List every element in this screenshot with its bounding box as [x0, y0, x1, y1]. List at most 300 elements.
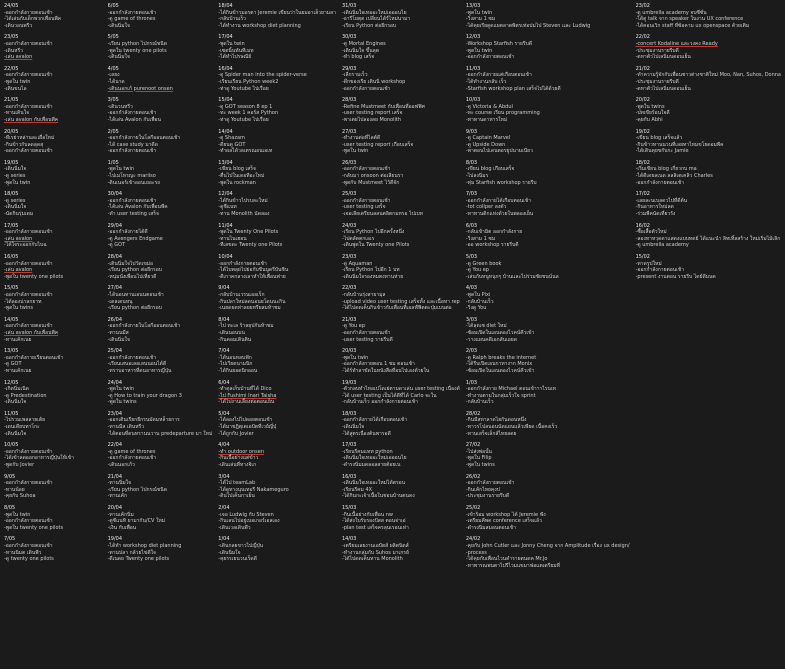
entry-line: -ได้ case study มาดีด [107, 141, 158, 148]
day-entry[interactable] [108, 34, 213, 60]
entry-line: -present งานตอน รายรีบ ไดย์ดีมนค [635, 273, 716, 280]
day-entry[interactable] [218, 505, 336, 531]
day-entry[interactable] [4, 191, 102, 217]
entry-line: -เล่น avalon กับเพื่อนพีค [4, 116, 59, 123]
entry-line: -เรียน Python ไปอีกครั้งหนึ่ง [341, 229, 405, 236]
entry-line: -ไป ทะเล ร้าลยุปกันห้าชม [218, 323, 274, 330]
entry-line: -หาพารณพนตาไปรีไวมแขมาฟอแตเตรียมที่ [465, 562, 560, 569]
entry-line: -ดียนดู GOT [218, 141, 246, 148]
entry-line: -เดินวนหรีว [107, 103, 133, 110]
entry-line: -ได้ตอนที่ดนทรานนวาน predeparture มา ใหม่ [107, 430, 213, 437]
day-entry[interactable] [466, 66, 630, 92]
entry-line: -ดู Mortal Engines [341, 40, 386, 47]
entry-line: -ออกกำลังกายตอนเช้า [341, 329, 391, 336]
day-entry[interactable] [218, 223, 336, 249]
entry-line: -ได้ใจระออกกับไบฉ [4, 242, 47, 249]
entry-date: 18/03 [341, 410, 357, 417]
entry-line: -ออกกำลังกายได้เกือบตอนเช้า [341, 417, 408, 424]
entry-line: -เดินนิ่มใจ [341, 424, 365, 431]
entry-line: -เตรียมคีพด conference เสร็จแล้ว [465, 518, 542, 525]
entry-line: -ได้ไปดดเค็นกินข้าวกับเพื่อนที่เอลฟ์ฟิตตะปุ่มเบนต่อ [341, 305, 452, 312]
entry-line: -พูดใน Pixi [465, 291, 491, 298]
day-entry[interactable] [218, 536, 336, 562]
day-entry[interactable] [4, 442, 102, 468]
entry-line: -เดินหรีว [4, 47, 23, 54]
entry-line: -ดู game of thrones [107, 16, 156, 23]
entry-line: -กินปลาใหม่ลดนอนยโดนนะกิน [218, 298, 286, 305]
day-entry[interactable] [218, 285, 336, 311]
day-entry[interactable] [636, 3, 781, 29]
entry-line: -ทาวรโปลนอนนัดแยนแล้วเพียด เนื้อคงเร็ว [465, 424, 558, 431]
entry-line: -เลยง [107, 72, 120, 79]
entry-date: 5/04 [218, 410, 230, 417]
entry-line: -ได้กินข้าวไปรบละใหม่ [218, 197, 268, 204]
entry-date: 10/04 [218, 254, 233, 260]
day-entry[interactable] [466, 536, 630, 569]
entry-date: 4/04 [218, 442, 230, 449]
day-entry[interactable] [4, 348, 102, 374]
day-entry[interactable] [342, 474, 460, 500]
entry-line: -ดู You ep [341, 323, 366, 330]
day-entry[interactable] [4, 34, 102, 60]
day-entry[interactable] [466, 317, 630, 343]
entry-line: -ออกกำลังกายตอนเช้า [4, 9, 53, 16]
entry-date: 12/05 [4, 379, 19, 386]
entry-line: -ออกกำลังกายตอนเช้า [635, 179, 685, 186]
entry-date: 9/04 [218, 285, 230, 292]
entry-line: -ดู Upside Down [465, 141, 506, 148]
day-entry[interactable] [466, 191, 630, 217]
entry-line: -คุยกับ Suhoa [4, 493, 36, 500]
entry-line: -ทะ week 1 คอร์ส Python [218, 110, 279, 117]
entry-line: -ดู Ralph breaks the internet [465, 354, 537, 361]
day-entry[interactable] [342, 411, 460, 437]
entry-line: -พูดใน Twenty One Pilots [218, 229, 279, 236]
entry-line: -ออกกำลังกายตอนเช้า [218, 260, 267, 267]
entry-line: -เจอเลียเตรียนลลนตลิตกมหรอ ไปเบท [341, 211, 423, 218]
entry-line: -ได้ทำงาน workshop diet planning [218, 22, 301, 29]
entry-line: -ออกกำลังกายตอนเช้า [341, 166, 391, 173]
day-entry[interactable] [108, 97, 213, 123]
day-entry[interactable] [466, 442, 630, 468]
entry-date: 27/02 [465, 442, 481, 449]
entry-line: -ท่าดู Youtube ไปเรื่อย [218, 116, 269, 123]
entry-line: -ได้ดีเดยลเนด ลลลิเตเคลิว Charles [635, 173, 713, 180]
entry-line: -Starfish workshop plan เสร็จไปได้ด้วยดี [465, 85, 561, 92]
entry-date: 23/04 [107, 410, 123, 417]
entry-date: 29/03 [341, 65, 357, 72]
entry-line: -เรียน python ต่อยีกรอบ [107, 305, 162, 312]
entry-line: -ทำงานตามในกลุ่มเร็วใจ sprint [465, 392, 536, 399]
entry-line: -ได้นอนหลบฟัก [218, 354, 252, 361]
entry-date: 6/04 [218, 379, 230, 386]
day-entry[interactable] [4, 474, 102, 500]
day-entry[interactable] [466, 254, 630, 280]
day-entry[interactable] [342, 348, 460, 374]
entry-line: -พูดใน twins [465, 462, 495, 469]
note-column [4, 3, 102, 666]
day-entry[interactable] [342, 285, 460, 311]
entry-date: 25/03 [341, 191, 357, 198]
entry-line: -พูดใน rockman [218, 179, 256, 186]
entry-date: 6/03 [465, 222, 478, 229]
entry-line: -พูดใน twin [4, 78, 31, 85]
day-entry[interactable] [636, 191, 781, 217]
entry-date: 28/04 [107, 254, 123, 260]
entry-line: -กลับบ้านเร็ว [465, 399, 494, 406]
entry-date: 14/05 [4, 316, 19, 323]
entry-date: 1/05 [107, 159, 119, 166]
entry-line: -เข้าร้อม workshop ได้ Jeremie ฟัง [465, 511, 546, 518]
day-entry[interactable] [218, 129, 336, 155]
entry-line: -นัดกินรุ่มเดม [4, 211, 34, 218]
entry-line: -ดู You ep [465, 267, 489, 274]
day-entry[interactable] [218, 442, 336, 468]
entry-date: 9/05 [4, 473, 16, 480]
entry-date: 30/03 [341, 34, 357, 41]
entry-line: -พูดใน twin [107, 386, 135, 393]
entry-line: -เดินนิ่มใจ ขึ้นลุต [341, 47, 379, 54]
entry-line: -เลยละนเบลดวไปที่ดีต้น [635, 197, 688, 204]
entry-line: -ประชุมงานรายรีบดี [465, 493, 510, 500]
entry-date: 22/05 [4, 65, 19, 72]
entry-line: -พูดใน twins [4, 305, 34, 312]
day-entry[interactable] [4, 66, 102, 92]
entry-line: -ออกกำลังกายแต่เกือบตอนเช้า [465, 72, 532, 79]
note-column [466, 3, 630, 666]
entry-line: -ได้ไปดดเค็นทาน Monolith [341, 556, 403, 563]
entry-line: -กลับบ้านเร็ว [218, 16, 246, 23]
entry-line: -เดินนิ่มใจ [4, 166, 27, 173]
entry-date: 24/04 [107, 379, 123, 386]
day-entry[interactable] [218, 191, 336, 217]
day-entry[interactable] [108, 474, 213, 500]
entry-line: -ทานนมีส [107, 329, 129, 336]
day-entry[interactable] [466, 411, 630, 437]
day-entry[interactable] [342, 442, 460, 468]
day-entry[interactable] [108, 254, 213, 280]
entry-line: -process [465, 549, 487, 556]
day-entry[interactable] [342, 254, 460, 280]
day-entry[interactable] [4, 129, 102, 155]
entry-line: -ออกกำลังกายตอนเช้า [465, 480, 515, 487]
day-entry[interactable] [342, 380, 460, 406]
entry-line: -ได้รีบเปิดเอนกาทางาก Monix [465, 361, 533, 368]
entry-line: -ดู Spider man into the spider-verse [218, 72, 307, 79]
entry-date: 25/02 [465, 505, 481, 511]
entry-line: -ออกกำลังกายได้ดี [107, 229, 148, 236]
entry-line: -เงิน กับเพื่อน [107, 524, 137, 531]
day-entry[interactable] [636, 34, 781, 60]
day-entry[interactable] [108, 380, 213, 406]
entry-line: -เดนเดียบทาโกะ [4, 424, 40, 431]
day-entry[interactable] [108, 536, 213, 562]
day-entry[interactable] [218, 34, 336, 60]
entry-date: 24/05 [4, 3, 19, 9]
entry-date: 8/05 [4, 505, 16, 511]
day-entry[interactable] [108, 505, 213, 531]
note-column [218, 3, 336, 666]
entry-line: -user testing รายรีบดี [341, 336, 393, 343]
entry-date: 19/04 [107, 536, 123, 543]
entry-line: -ทำงานต่อที่ไลต์ดี [341, 135, 381, 142]
entry-line: -ได้ลุดเซ diet ใหม่ [465, 323, 507, 330]
entry-line: -กินมีสทาลาดไยกันดอนหนึ่ง [465, 417, 527, 424]
day-entry[interactable] [636, 160, 781, 186]
day-entry[interactable] [466, 97, 630, 123]
entry-line: -ออกกำลังกายตอนเช้า [635, 267, 685, 274]
day-entry[interactable] [466, 505, 630, 531]
day-entry[interactable] [466, 223, 630, 249]
entry-line: -ได้มาชฎิตุเตเอปัตที่เวย์ญี่ปุ่ [218, 424, 277, 431]
entry-line: -ทานเค้กนิ่ม [107, 511, 134, 518]
day-entry[interactable] [342, 160, 460, 186]
entry-date: 13/03 [465, 3, 481, 9]
day-entry[interactable] [108, 191, 213, 217]
day-entry[interactable] [218, 66, 336, 92]
day-entry[interactable] [636, 254, 781, 280]
entry-line: -ซ้อมเปิดในเอนดองไวคน์คีวเข้า [465, 367, 535, 374]
entry-line: -พูดใน twin [465, 9, 493, 16]
day-entry[interactable] [342, 505, 460, 531]
entry-line: -ดู series [4, 173, 26, 180]
entry-date: 7/04 [218, 348, 230, 355]
day-entry[interactable] [218, 411, 336, 437]
entry-line: -ได้ดู talk จาก speaker ในงาน UX conference [635, 16, 744, 23]
entry-line: -ได้ทำ workshop diet planning [107, 542, 182, 549]
entry-line: -ทานเค้กเนย [4, 367, 32, 374]
entry-line: -ออกกำลังกายตอนเช้า [4, 148, 53, 155]
entry-line: -ทำ blog เสร็จ [341, 54, 375, 61]
day-entry[interactable] [108, 160, 213, 186]
entry-date: 15/05 [4, 285, 19, 292]
day-entry[interactable] [218, 348, 336, 374]
entry-date: 19/03 [341, 379, 357, 386]
entry-date: 17/02 [635, 191, 650, 198]
day-entry[interactable] [4, 160, 102, 186]
day-entry[interactable] [466, 160, 630, 186]
day-entry[interactable] [342, 3, 460, 29]
entry-line: -ไปตลัตตกเอเร [341, 235, 375, 242]
entry-line: -ลองทาหวุดดาแสดงแบบทดย์ ได้แนะนำ ลิทเทิ้ลสร้าง ใหม่เริ่มไม้เลิก [635, 235, 781, 242]
day-entry[interactable] [4, 254, 102, 280]
entry-line: -เรียน python ไปกรณ์ชนิด [107, 486, 167, 493]
day-entry[interactable] [108, 223, 213, 249]
entry-line: -ได้นาด [107, 78, 125, 85]
entry-line: -เรียนรีคมแทท python [341, 448, 393, 455]
entry-line: -ทำความรู้จักกับเพื่อนชาวต่างชาติใหม่ Moo, Nan, Suhos, Donna [635, 72, 781, 79]
entry-date: 11/05 [4, 410, 19, 417]
entry-date: 14/04 [218, 128, 233, 135]
entry-line: -เดินนิ่มใจ [4, 399, 27, 406]
entry-line: -ดู game of thrones [107, 448, 156, 455]
entry-date: 10/05 [4, 442, 19, 449]
day-entry[interactable] [4, 536, 102, 562]
day-entry[interactable] [342, 191, 460, 217]
day-entry[interactable] [466, 34, 630, 60]
entry-line: -เดินเวลเดินพีว [218, 524, 251, 531]
entry-date: 4/05 [107, 65, 119, 72]
entry-line: -เดินพูดใน Twenty one Pilots [341, 242, 410, 249]
day-entry[interactable] [218, 97, 336, 123]
day-entry[interactable] [108, 285, 213, 311]
entry-line: -ออกกำลังกายตอนเช้า [465, 54, 515, 61]
entry-line: -ออกกำลังกายตอนเช้า [4, 229, 53, 236]
day-entry[interactable] [342, 34, 460, 60]
day-entry[interactable] [108, 411, 213, 437]
entry-line: -พูดใน twins [107, 399, 137, 406]
entry-date: 18/04 [218, 3, 233, 9]
entry-line: -ทุ่ม Starfish workshop รายรีบ [465, 179, 537, 186]
entry-line: -ได้กินยอดนิกออน [218, 367, 258, 374]
entry-line: -ไปเมโทรญะ mariiso [107, 173, 156, 180]
day-entry[interactable] [466, 285, 630, 311]
day-entry[interactable] [218, 254, 336, 280]
day-entry[interactable] [342, 97, 460, 123]
entry-date: 7/05 [4, 536, 16, 543]
day-entry[interactable] [342, 317, 460, 343]
entry-line: -ออกกำลังกายตอนเช้า [341, 85, 391, 92]
day-entry[interactable] [4, 3, 102, 29]
day-entry[interactable] [342, 129, 460, 155]
entry-line: -คุยกับ John Cutler และ Jonny Cheng จาก Amplitude เรื่อง ux design/ [465, 542, 630, 549]
entry-line: -หนุ่มนั่งเพื่อนไปเที่ยวดี [107, 273, 157, 280]
entry-line: -ดู How to train your dragon 3 [107, 392, 182, 399]
day-entry[interactable] [108, 3, 213, 29]
entry-line: -เรียน python ต่อยีกรอบ [107, 267, 162, 274]
day-entry[interactable] [342, 223, 460, 249]
entry-line: -พูดกับ Jovier [4, 462, 35, 469]
day-entry[interactable] [108, 442, 213, 468]
entry-line: -ได้ user testing เป็นได้ดีที่ได้ Carlo จะใน [341, 392, 437, 399]
entry-line: -plan test เสร็จครลุนเรอนเห่า [341, 524, 409, 531]
day-entry[interactable] [342, 536, 460, 562]
entry-line: -ออกกำลังกายตอนเช้า [4, 72, 53, 79]
day-entry[interactable] [636, 97, 781, 123]
entry-date: 15/04 [218, 97, 233, 104]
entry-line: -พูดใน twenty one pilots [107, 47, 167, 54]
entry-line: -user testing report เสร็จ [341, 110, 403, 117]
entry-line: -ออกเดินเรียกยีกรนมัดมหล็ายการ [107, 417, 180, 424]
day-entry[interactable] [466, 3, 630, 29]
entry-line: -Workshop Starfish รายรีบดี [465, 40, 533, 47]
entry-date: 5/05 [107, 34, 119, 41]
entry-line: -ตัวกลบทำไหอเปโดเย่ตามดาเล่น user testing เนื่องด้ [341, 386, 460, 393]
entry-line: -ได้ถูกกับ Jovier [218, 430, 254, 437]
entry-date: 14/03 [341, 536, 357, 543]
day-entry[interactable] [466, 129, 630, 155]
entry-line: -เล่น avalon [4, 267, 33, 274]
day-entry[interactable] [4, 223, 102, 249]
day-entry[interactable] [636, 223, 781, 249]
entry-line: -ออกกำลังกายตอนเช้า [4, 103, 53, 110]
entry-line: -พูดกับ Mustmeet ไว้ดีจัก [341, 179, 400, 186]
day-entry[interactable] [4, 380, 102, 406]
day-entry[interactable] [108, 129, 213, 155]
day-entry[interactable] [108, 66, 213, 92]
day-entry[interactable] [342, 66, 460, 92]
entry-line: -ดู GOT [4, 361, 22, 368]
entry-line: -ได้ไป teamLab [218, 480, 256, 487]
entry-line: -เดินนิ่มใจ [218, 549, 241, 556]
entry-date: 2/04 [218, 505, 230, 511]
entry-line: -เรียน Python ไปอีก 1 บท [341, 267, 400, 274]
entry-line: -พูดใน twin [4, 179, 31, 186]
entry-line: -เริ่มเขียน blog เกี่ยวกบ ma [635, 166, 697, 173]
entry-line: -ประชุมงานรายรีบดี [635, 47, 679, 54]
day-entry[interactable] [108, 317, 213, 343]
entry-line: -ได้เล่น Avalon กับเพื่อน [107, 116, 161, 123]
entry-line: -ไปลงนิ่มร [465, 173, 489, 180]
entry-line: -ดู Shazam [218, 135, 245, 142]
entry-line: -ได้กินข้าวมอรตา Jeremie เขียนว่าในยมอาเล็วยามลา [218, 9, 336, 16]
entry-line: -ดู series [4, 197, 26, 204]
entry-date: 23/05 [4, 34, 19, 41]
entry-line: -ได้สูตรเนื่องต้นพารอดี [341, 430, 391, 437]
entry-date: 17/05 [4, 222, 19, 229]
entry-line: -กลับมา onsoon ต่อเลียนรา [341, 173, 404, 180]
day-entry[interactable] [218, 3, 336, 29]
day-entry[interactable] [636, 66, 781, 92]
day-entry[interactable] [636, 129, 781, 155]
entry-line: -user testing report เกือบเสร็จ [341, 141, 414, 148]
day-entry[interactable] [218, 160, 336, 186]
entry-line: -ออ workshop รายรีบดี [465, 242, 519, 249]
entry-line: -ออกกำลังกายตอนเช้า [4, 323, 53, 330]
entry-line: -ทานมีส เดินหรีว [107, 424, 145, 431]
entry-line: -คุยกับ Abhi [635, 116, 663, 123]
day-entry[interactable] [218, 380, 336, 406]
day-entry[interactable] [218, 474, 336, 500]
entry-line: -ซ้อมเปิดในเอนดองไวคน์คีวเข้า [465, 329, 535, 336]
entry-line: -ออกกำลังกายตอนเช้า [107, 110, 157, 117]
entry-line: -เดินนิ่มใจ [4, 204, 27, 211]
day-entry[interactable] [466, 380, 630, 406]
entry-line: -ทาดรูปใหม่ [635, 260, 662, 267]
entry-line: -กินเนื้อย่างแต่ข้าว [218, 455, 259, 462]
day-entry[interactable] [4, 411, 102, 437]
day-entry[interactable] [218, 317, 336, 343]
entry-line: -เดินนิ่มใจ [4, 430, 27, 437]
entry-line: -ทานนิ่มใจ [107, 480, 132, 487]
day-entry[interactable] [4, 97, 102, 123]
entry-line: -ออกกำลังกายตอนเช้า [341, 197, 391, 204]
entry-date: 16/03 [341, 473, 357, 480]
day-entry[interactable] [466, 474, 630, 500]
entry-line: -ได้คุยกับเพื่อนไวนดำรายตนดค Mr.Jo [465, 556, 548, 563]
entry-line: -ทำ user testing เสร็จ [107, 211, 159, 218]
entry-date: 3/05 [107, 97, 119, 104]
entry-line: -อารีโยตุด เปลี่ยนได้ร์ไหม่นามา [341, 16, 411, 23]
entry-line: -ดีเนดย Twenty one pilots [107, 556, 170, 563]
day-entry[interactable] [4, 285, 102, 311]
entry-line: -ท่าดู Youtube ไปเรื่อย [218, 85, 269, 92]
day-entry[interactable] [108, 348, 213, 374]
entry-line: -ออกกำลังกายในโลกีออนตอนเช้า [107, 323, 181, 330]
entry-line: -ทะ course เรียน programming [465, 110, 540, 117]
entry-line: -ออกกำลังกาย Michael ตอนเข้าาาไรนเท [465, 386, 556, 393]
day-entry[interactable] [466, 348, 630, 374]
entry-line: -เลีกรามเร็ว [341, 72, 368, 79]
entry-line: -ไปรวมเพลลายเต้ย [4, 417, 46, 424]
day-entry[interactable] [4, 505, 102, 531]
entry-line: -เล่น avalon [4, 235, 33, 242]
day-entry[interactable] [4, 317, 102, 343]
entry-line: -ได้กินกะเจ้าเนื้อในชอนบ้านตนดง [341, 493, 415, 500]
entry-line: -เรียน python ไปกรณ์ชนิด [107, 40, 167, 47]
entry-date: 11/04 [218, 222, 233, 229]
entry-date: 28/03 [341, 97, 357, 104]
